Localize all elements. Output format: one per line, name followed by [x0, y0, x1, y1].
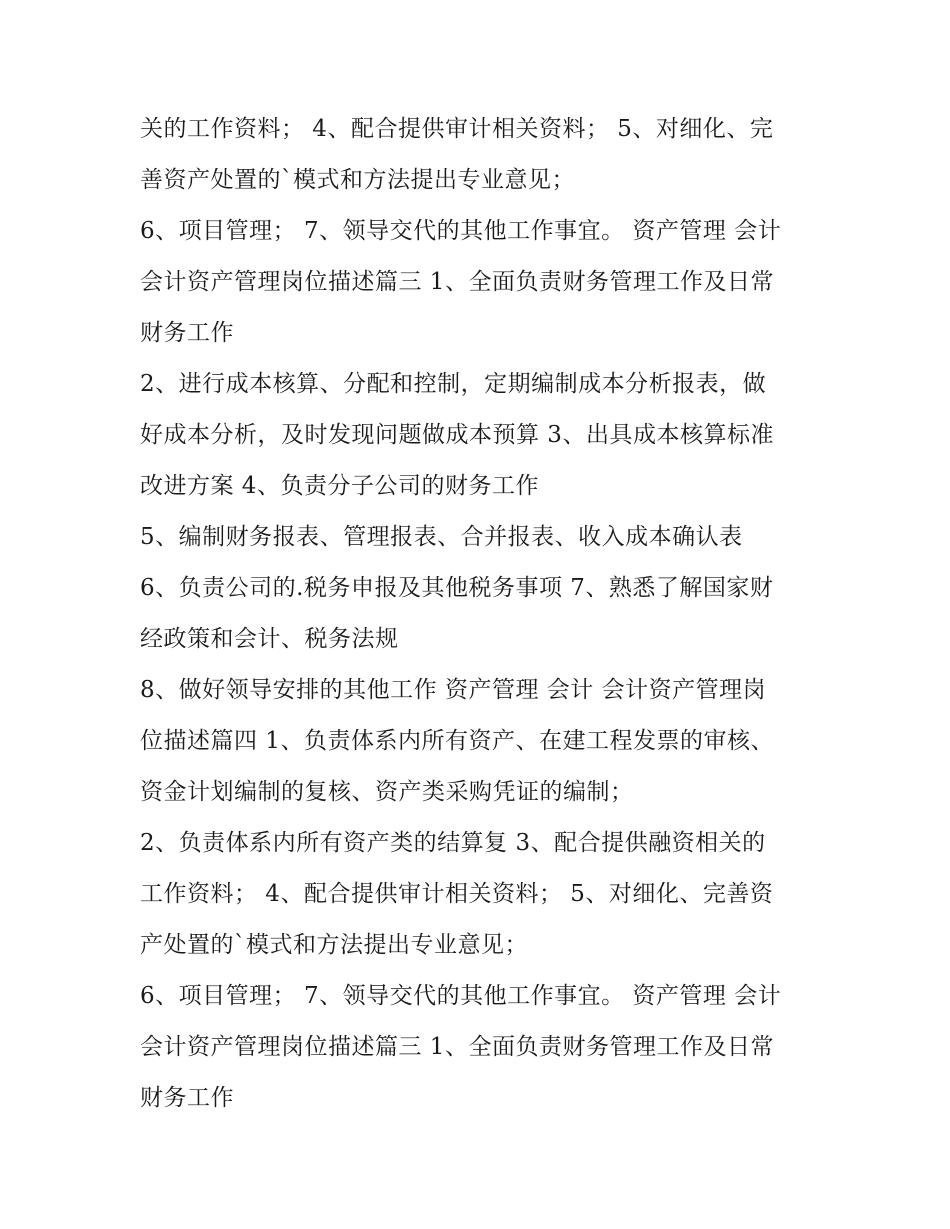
- text-line: 会计资产管理岗位描述篇三 1、全面负责财务管理工作及日常: [140, 269, 774, 295]
- text-line: 资金计划编制的复核、资产类采购凭证的编制；: [140, 779, 634, 805]
- text-line: 善资产处置的`模式和方法提出专业意见；: [140, 167, 575, 193]
- text-line: 会计资产管理岗位描述篇三 1、全面负责财务管理工作及日常: [140, 1034, 774, 1060]
- text-line: 财务工作: [140, 1085, 234, 1111]
- text-line: 6、项目管理； 7、领导交代的其他工作事宜。 资产管理 会计: [140, 218, 782, 244]
- document-body: [140, 104, 820, 1124]
- text-line: 关的工作资料； 4、配合提供审计相关资料； 5、对细化、完: [140, 116, 774, 142]
- text-line: 位描述篇四 1、负责体系内所有资产、在建工程发票的审核、: [140, 728, 774, 754]
- text-line: 6、项目管理； 7、领导交代的其他工作事宜。 资产管理 会计: [140, 983, 782, 1009]
- text-line: 6、负责公司的.税务申报及其他税务事项 7、熟悉了解国家财: [140, 575, 774, 601]
- text-line: 工作资料； 4、配合提供审计相关资料； 5、对细化、完善资: [140, 881, 774, 907]
- text-line: 财务工作: [140, 320, 234, 346]
- text-line: 2、进行成本核算、分配和控制，定期编制成本分析报表，做: [140, 371, 767, 397]
- text-line: 5、编制财务报表、管理报表、合并报表、收入成本确认表: [140, 524, 743, 550]
- text-line: 2、负责体系内所有资产类的结算复 3、配合提供融资相关的: [140, 830, 766, 856]
- text-line: 好成本分析，及时发现问题做成本预算 3、出具成本核算标准: [140, 422, 774, 448]
- text-line: 8、做好领导安排的其他工作 资产管理 会计 会计资产管理岗: [140, 677, 767, 703]
- text-line: 改进方案 4、负责分子公司的财务工作: [140, 473, 539, 499]
- text-line: 经政策和会计、税务法规: [140, 626, 399, 652]
- text-line: 产处置的`模式和方法提出专业意见；: [140, 932, 528, 958]
